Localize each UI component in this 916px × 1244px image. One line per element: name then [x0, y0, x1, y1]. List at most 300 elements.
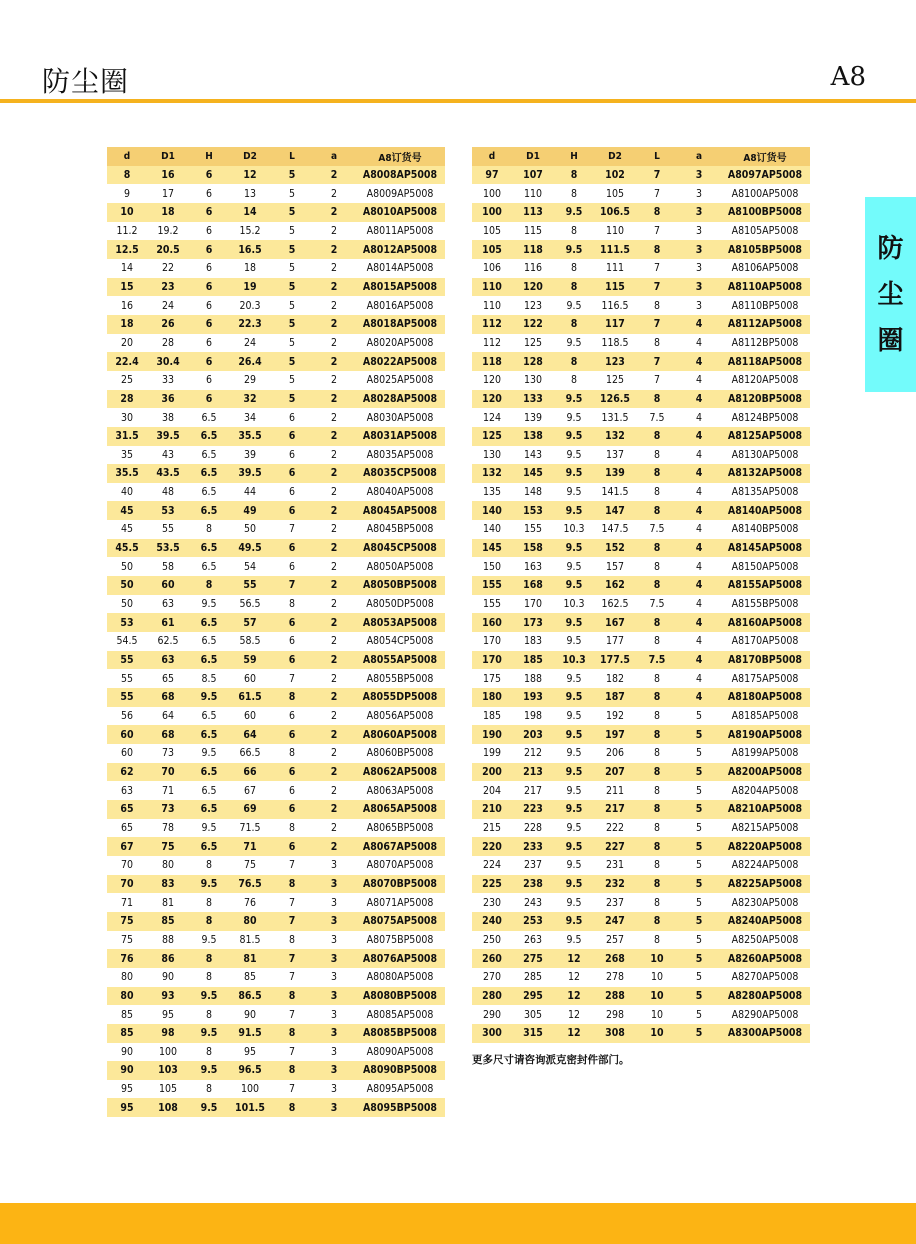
table-cell: 9.5 — [200, 1064, 218, 1077]
table-cell: 59 — [243, 654, 257, 667]
table-cell: 260 — [482, 952, 502, 965]
table-cell: A8105BP5008 — [727, 243, 802, 256]
table-cell: 66 — [243, 765, 257, 778]
table-cell: 9.5 — [565, 504, 583, 517]
table-row — [107, 688, 445, 707]
table-cell: 2 — [330, 280, 338, 293]
table-cell: 98 — [161, 1027, 175, 1040]
table-cell: A8012AP5008 — [362, 243, 438, 256]
table-cell: 2 — [330, 691, 338, 704]
table-row — [107, 949, 445, 968]
table-cell: A8070AP5008 — [366, 859, 434, 872]
table-cell: 9.5 — [200, 989, 218, 1002]
column-header: L — [654, 150, 660, 162]
table-cell: 8 — [205, 523, 212, 536]
table-cell: 206 — [605, 747, 625, 760]
column-header: H — [570, 150, 578, 162]
table-cell: 6 — [205, 187, 212, 200]
table-cell: 132 — [482, 467, 502, 480]
table-cell: 5 — [288, 355, 296, 368]
table-cell: 3 — [330, 952, 338, 965]
table-cell: A8260AP5008 — [727, 952, 803, 965]
table-cell: 2 — [330, 299, 337, 312]
table-cell: 18 — [243, 262, 257, 275]
table-cell: 118 — [523, 243, 543, 256]
table-cell: 22.4 — [115, 355, 139, 368]
table-cell: 243 — [523, 896, 543, 909]
spec-table-left — [107, 147, 445, 1117]
table-cell: 8 — [653, 933, 660, 946]
table-cell: 3 — [695, 168, 703, 181]
table-cell: 237 — [523, 859, 543, 872]
table-cell: 8 — [205, 971, 212, 984]
table-cell: A8125AP5008 — [727, 430, 803, 443]
table-cell: 2 — [330, 840, 338, 853]
table-cell: 247 — [605, 915, 625, 928]
table-cell: 2 — [330, 728, 338, 741]
table-row — [107, 725, 445, 744]
table-cell: 6 — [288, 728, 296, 741]
table-cell: 39.5 — [238, 467, 262, 480]
table-cell: 6 — [288, 430, 296, 443]
table-cell: 7 — [653, 168, 661, 181]
table-cell: 9.5 — [566, 784, 582, 797]
footnote: 更多尺寸请咨询派克密封件部门。 — [472, 1054, 630, 1066]
table-row — [472, 483, 810, 502]
table-cell: 228 — [523, 821, 543, 834]
table-cell: 22.3 — [238, 318, 262, 331]
table-cell: 5 — [288, 262, 295, 275]
table-cell: 76.5 — [238, 877, 262, 890]
table-cell: A8015AP5008 — [362, 280, 438, 293]
table-cell: 7.5 — [649, 523, 665, 536]
table-cell: 270 — [482, 971, 502, 984]
table-row — [107, 334, 445, 353]
table-cell: 53 — [120, 616, 134, 629]
table-cell: 75 — [243, 859, 257, 872]
header-divider — [0, 99, 916, 103]
table-cell: 6 — [205, 243, 213, 256]
table-cell: 240 — [482, 915, 502, 928]
table-row — [472, 1005, 810, 1024]
table-row — [472, 501, 810, 520]
table-cell: 2 — [330, 654, 338, 667]
table-cell: 9.5 — [201, 747, 217, 760]
table-cell: A8085BP5008 — [362, 1027, 437, 1040]
table-cell: 80 — [161, 859, 175, 872]
table-row — [107, 520, 445, 539]
column-header: a — [330, 150, 338, 162]
table-cell: 8 — [570, 280, 578, 293]
table-cell: 123 — [523, 299, 543, 312]
table-cell: 2 — [330, 430, 338, 443]
table-cell: 69 — [243, 803, 257, 816]
table-cell: 268 — [605, 952, 625, 965]
table-cell: 10.3 — [562, 654, 586, 667]
table-cell: 95 — [120, 1101, 134, 1114]
table-cell: 5 — [695, 840, 703, 853]
table-row — [107, 408, 445, 427]
table-cell: 222 — [605, 821, 625, 834]
table-cell: 2 — [330, 542, 338, 555]
table-cell: 7 — [653, 355, 661, 368]
table-cell: 211 — [605, 784, 625, 797]
table-cell: 6 — [205, 374, 212, 387]
table-cell: 71 — [243, 840, 257, 853]
table-cell: 170 — [482, 635, 502, 648]
spec-table-right — [472, 147, 810, 1043]
table-cell: 8 — [653, 560, 660, 573]
table-cell: 6 — [205, 168, 213, 181]
table-cell: 105 — [605, 187, 625, 200]
table-row — [107, 669, 445, 688]
table-cell: 6 — [205, 355, 213, 368]
table-cell: 231 — [605, 859, 625, 872]
table-cell: 6.5 — [200, 430, 218, 443]
table-cell: 60 — [243, 672, 257, 685]
table-row — [472, 576, 810, 595]
table-cell: A8135AP5008 — [731, 486, 799, 499]
column-header: a — [695, 150, 703, 162]
table-cell: 85 — [243, 971, 257, 984]
table-cell: A8040AP5008 — [366, 486, 434, 499]
table-row — [107, 837, 445, 856]
table-cell: 95 — [243, 1045, 257, 1058]
table-cell: 12 — [567, 1008, 581, 1021]
table-cell: 6 — [288, 411, 295, 424]
table-cell: A8145AP5008 — [727, 542, 803, 555]
table-cell: 105 — [158, 1083, 178, 1096]
table-cell: 162 — [605, 579, 625, 592]
table-cell: 185 — [482, 710, 502, 723]
table-cell: 217 — [605, 803, 625, 816]
table-cell: A8045AP5008 — [362, 504, 438, 517]
column-header: d — [488, 150, 496, 162]
table-cell: 9.5 — [566, 336, 582, 349]
table-cell: 30 — [120, 411, 134, 424]
table-cell: 7 — [288, 1045, 295, 1058]
table-cell: 12 — [567, 952, 581, 965]
table-cell: 4 — [695, 616, 703, 629]
table-cell: 130 — [523, 374, 543, 387]
footer-bar — [0, 1203, 916, 1244]
table-cell: A8250AP5008 — [731, 933, 799, 946]
table-cell: 9.5 — [200, 691, 218, 704]
table-cell: A8060AP5008 — [362, 728, 438, 741]
table-cell: 2 — [330, 560, 337, 573]
table-cell: 4 — [695, 654, 703, 667]
table-cell: 5 — [288, 206, 296, 219]
table-cell: 28 — [161, 336, 175, 349]
table-cell: 10.3 — [563, 523, 585, 536]
table-cell: 2 — [330, 598, 337, 611]
table-cell: 28 — [120, 392, 134, 405]
table-cell: 56 — [120, 710, 134, 723]
table-cell: 125 — [523, 336, 543, 349]
column-header: D1 — [161, 150, 175, 162]
table-row — [107, 259, 445, 278]
table-cell: 101.5 — [235, 1101, 265, 1114]
table-cell: 7 — [288, 672, 295, 685]
table-cell: 106.5 — [600, 206, 630, 219]
table-cell: 65 — [161, 672, 175, 685]
table-row — [107, 763, 445, 782]
table-cell: 95 — [120, 1083, 134, 1096]
table-row — [472, 352, 810, 371]
table-row — [107, 707, 445, 726]
table-cell: 6.5 — [200, 765, 218, 778]
table-cell: 8 — [653, 206, 661, 219]
table-cell: 44 — [243, 486, 257, 499]
table-cell: 39 — [243, 448, 257, 461]
table-cell: 80 — [120, 971, 134, 984]
table-cell: A8075AP5008 — [362, 915, 438, 928]
table-row — [107, 203, 445, 222]
table-cell: 13 — [243, 187, 257, 200]
table-cell: 3 — [330, 915, 338, 928]
table-cell: A8020AP5008 — [366, 336, 434, 349]
table-cell: 71 — [161, 784, 175, 797]
table-cell: 34 — [243, 411, 257, 424]
table-row — [472, 203, 810, 222]
table-row — [472, 819, 810, 838]
table-cell: 29 — [243, 374, 257, 387]
table-row — [107, 222, 445, 241]
table-cell: 8 — [288, 1027, 296, 1040]
table-cell: 55 — [120, 672, 134, 685]
table-cell: 6 — [288, 560, 295, 573]
table-cell: A8120AP5008 — [731, 374, 799, 387]
table-cell: 5 — [288, 336, 295, 349]
table-row — [472, 613, 810, 632]
table-row — [472, 390, 810, 409]
table-cell: 6.5 — [201, 560, 217, 573]
table-cell: 233 — [523, 840, 543, 853]
table-cell: 10 — [650, 1008, 664, 1021]
table-cell: 133 — [523, 392, 543, 405]
table-cell: 7 — [653, 374, 660, 387]
table-cell: A8010AP5008 — [362, 206, 438, 219]
table-cell: 6 — [205, 392, 213, 405]
table-cell: 55 — [243, 579, 257, 592]
table-cell: 9.5 — [565, 579, 583, 592]
table-cell: 5 — [695, 803, 703, 816]
table-cell: 50 — [243, 523, 257, 536]
table-cell: A8067AP5008 — [362, 840, 438, 853]
table-cell: 8 — [205, 859, 212, 872]
table-cell: A8120BP5008 — [727, 392, 802, 405]
table-cell: 141.5 — [601, 486, 629, 499]
table-cell: 6.5 — [201, 411, 217, 424]
table-cell: 14 — [243, 206, 257, 219]
table-cell: 64 — [243, 728, 257, 741]
table-cell: 108 — [158, 1101, 178, 1114]
table-cell: 14 — [120, 262, 134, 275]
table-cell: 278 — [605, 971, 625, 984]
table-cell: 12.5 — [115, 243, 139, 256]
table-cell: 90 — [161, 971, 175, 984]
table-row — [107, 352, 445, 371]
table-cell: 33 — [161, 374, 175, 387]
table-row — [472, 893, 810, 912]
table-cell: 56.5 — [239, 598, 261, 611]
table-cell: 4 — [695, 467, 703, 480]
table-cell: 70 — [120, 859, 134, 872]
table-cell: 60 — [243, 710, 257, 723]
table-cell: 5 — [288, 299, 295, 312]
table-cell: 103 — [158, 1064, 178, 1077]
table-cell: 147.5 — [601, 523, 629, 536]
table-row — [472, 520, 810, 539]
table-cell: A8055BP5008 — [366, 672, 434, 685]
table-cell: 2 — [330, 635, 337, 648]
table-cell: 9.5 — [201, 933, 217, 946]
table-cell: A8110BP5008 — [731, 299, 799, 312]
table-cell: 8 — [653, 299, 660, 312]
table-cell: 8 — [653, 784, 660, 797]
table-cell: 81 — [243, 952, 257, 965]
table-row — [472, 446, 810, 465]
table-cell: 3 — [330, 1064, 338, 1077]
table-cell: 3 — [330, 933, 337, 946]
table-cell: 58 — [161, 560, 175, 573]
table-cell: 2 — [330, 448, 337, 461]
table-row — [107, 464, 445, 483]
table-row — [107, 557, 445, 576]
table-cell: A8056AP5008 — [366, 710, 434, 723]
table-cell: A8097AP5008 — [727, 168, 803, 181]
table-cell: 3 — [330, 1008, 337, 1021]
table-cell: 8.5 — [201, 672, 217, 685]
table-cell: A8280AP5008 — [727, 989, 803, 1002]
table-cell: 8 — [653, 710, 660, 723]
table-cell: 118 — [482, 355, 502, 368]
table-cell: A8185AP5008 — [731, 710, 799, 723]
table-cell: 7 — [288, 1083, 295, 1096]
table-cell: A8112AP5008 — [727, 318, 803, 331]
table-cell: A8018AP5008 — [362, 318, 438, 331]
table-cell: 147 — [605, 504, 625, 517]
table-cell: 2 — [330, 672, 337, 685]
table-row — [472, 987, 810, 1006]
table-cell: 12 — [567, 971, 581, 984]
table-cell: 263 — [523, 933, 543, 946]
table-cell: A8028AP5008 — [362, 392, 438, 405]
table-cell: 6 — [205, 206, 213, 219]
table-cell: A8090BP5008 — [362, 1064, 437, 1077]
table-cell: 6 — [288, 803, 296, 816]
table-cell: 8 — [653, 486, 660, 499]
table-cell: 7 — [653, 187, 660, 200]
table-cell: 8 — [288, 877, 296, 890]
table-cell: 175 — [482, 672, 502, 685]
table-cell: 36 — [161, 392, 175, 405]
table-cell: 7 — [288, 952, 296, 965]
table-cell: 5 — [695, 1027, 703, 1040]
table-row — [472, 595, 810, 614]
table-cell: 5 — [695, 896, 702, 909]
table-cell: 117 — [605, 318, 625, 331]
table-cell: 295 — [523, 989, 543, 1002]
table-cell: 8 — [123, 168, 131, 181]
table-cell: 118.5 — [601, 336, 629, 349]
table-row — [472, 166, 810, 185]
table-cell: 8 — [653, 765, 661, 778]
table-cell: 6.5 — [200, 728, 218, 741]
table-cell: 298 — [605, 1008, 625, 1021]
table-cell: 5 — [695, 710, 702, 723]
table-cell: 5 — [288, 243, 296, 256]
table-cell: 8 — [653, 392, 661, 405]
table-cell: 152 — [605, 542, 625, 555]
table-cell: A8140AP5008 — [727, 504, 803, 517]
table-cell: 155 — [482, 579, 502, 592]
table-cell: 2 — [330, 187, 337, 200]
table-cell: 4 — [695, 635, 702, 648]
table-cell: 111 — [605, 262, 625, 275]
table-row — [472, 744, 810, 763]
table-cell: 112 — [482, 336, 502, 349]
table-cell: 16.5 — [238, 243, 262, 256]
table-cell: 75 — [161, 840, 175, 853]
table-cell: A8100BP5008 — [727, 206, 802, 219]
table-cell: A8170AP5008 — [731, 635, 799, 648]
table-cell: 6 — [288, 448, 295, 461]
table-header-row — [107, 147, 445, 166]
table-cell: 4 — [695, 392, 703, 405]
table-cell: 9.5 — [565, 915, 583, 928]
table-cell: 123 — [605, 355, 625, 368]
table-cell: 6.5 — [200, 654, 218, 667]
table-row — [107, 632, 445, 651]
table-cell: 25 — [120, 374, 134, 387]
column-header: D2 — [608, 150, 622, 162]
table-cell: 53.5 — [156, 542, 180, 555]
catalog-code: A8 — [830, 62, 866, 92]
table-cell: 50 — [120, 560, 134, 573]
table-row — [107, 501, 445, 520]
table-cell: 115 — [605, 280, 625, 293]
table-cell: 5 — [695, 877, 703, 890]
table-row — [472, 296, 810, 315]
table-cell: 61 — [161, 616, 175, 629]
table-cell: 155 — [523, 523, 543, 536]
table-cell: 63 — [161, 598, 175, 611]
table-cell: 15 — [120, 280, 134, 293]
table-row — [107, 427, 445, 446]
table-cell: 158 — [523, 542, 543, 555]
table-cell: 212 — [523, 747, 543, 760]
table-row — [472, 725, 810, 744]
table-cell: 8 — [288, 598, 295, 611]
table-cell: 140 — [482, 504, 502, 517]
table-cell: 4 — [695, 598, 702, 611]
table-cell: 111.5 — [600, 243, 630, 256]
table-cell: 4 — [695, 504, 703, 517]
table-cell: 288 — [605, 989, 625, 1002]
column-header: H — [205, 150, 213, 162]
table-cell: 217 — [523, 784, 543, 797]
table-cell: A8080AP5008 — [366, 971, 434, 984]
table-cell: 7.5 — [649, 598, 665, 611]
side-tab-char: 尘 — [877, 279, 904, 310]
table-cell: 9.5 — [566, 299, 582, 312]
table-cell: 8 — [205, 896, 212, 909]
table-cell: 5 — [288, 374, 295, 387]
table-cell: 18 — [120, 318, 134, 331]
table-cell: A8030AP5008 — [366, 411, 434, 424]
table-cell: 3 — [330, 859, 337, 872]
